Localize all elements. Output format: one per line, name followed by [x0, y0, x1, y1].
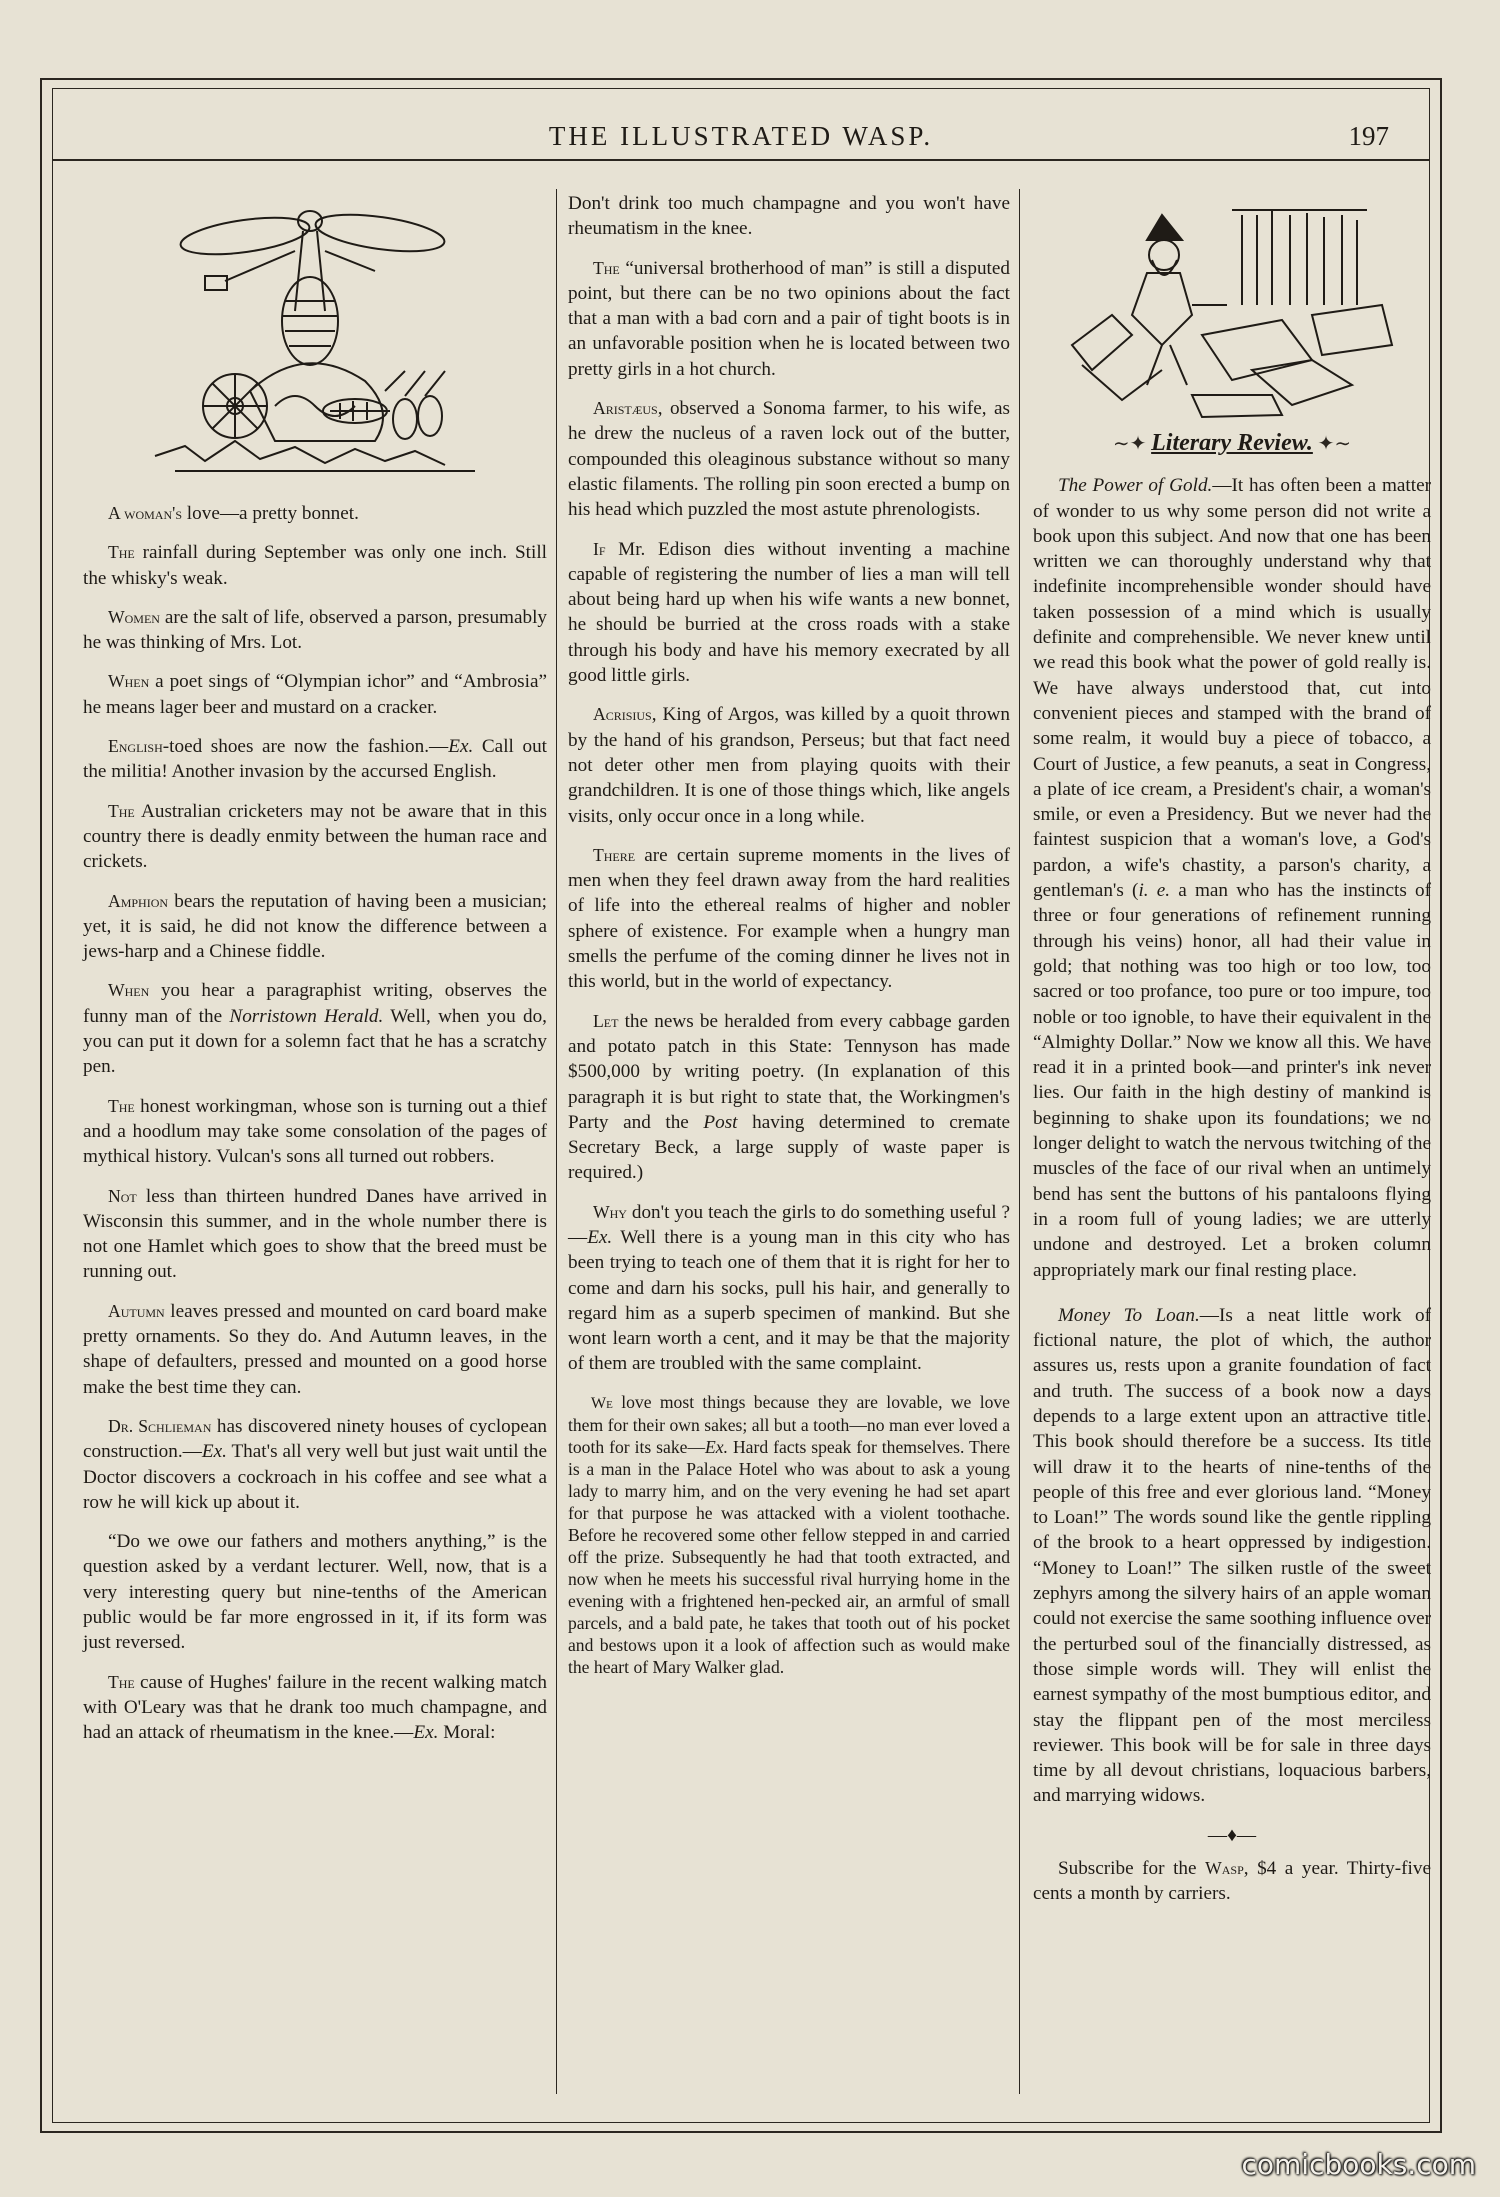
subscribe-wasp: Wasp: [1205, 1858, 1244, 1879]
paragraph-text: -toed shoes are now the fashion.—: [162, 736, 449, 758]
paragraph-text: are the salt of life, observed a parson, presumably he was thinking of Mrs. Lot.: [83, 606, 547, 654]
paragraph: [83, 1184, 547, 1285]
paragraph-lead: Aristæus: [592, 398, 658, 419]
paragraph: [568, 256, 1010, 382]
paragraph-text: less than thirteen hundred Danes have arrived in Wisconsin this summer, and in the whole number there is not one Hamlet which goes to show that the breed must be running out.: [83, 1185, 547, 1283]
paragraph-text: Australian cricketers may not be aware that in this country there is deadly enmity between the human race and crickets.: [83, 800, 547, 873]
paragraph: [83, 1670, 547, 1746]
paragraph: [568, 1391, 1010, 1678]
page-header: [53, 119, 1429, 161]
paragraph-lead: The: [592, 257, 620, 278]
paragraph: [83, 605, 547, 656]
paragraph: [83, 1094, 547, 1170]
paragraph: [568, 191, 1010, 242]
page-number: 197: [1348, 121, 1389, 151]
paragraph-lead: The: [107, 542, 135, 563]
column-rule-1: [556, 189, 557, 2094]
inner-frame: [52, 88, 1430, 2123]
paragraph-lead: We: [590, 1393, 613, 1412]
paragraph-lead: Why: [592, 1201, 627, 1222]
paragraph-text: bears the reputation of having been a musician; yet, it is said, he did not know the difference between a jews-harp and a Chinese fiddle.: [83, 890, 547, 963]
paragraph-tail: Moral:: [438, 1722, 496, 1744]
paragraph: [568, 537, 1010, 689]
power-of-gold-review: [1033, 473, 1431, 1283]
paragraph: [568, 396, 1010, 522]
paragraph-lead: Women: [107, 606, 160, 627]
money-to-loan-text: —Is a neat little work of fictional nature, the plot of which, the author assures us, rests upon a granite foundation of fact and truth. The success of a book now a days depends to a large extent upon an attractive title. This book should therefore be a success. Its title will draw it to the hearts of nine-tenths of the people of this free and ever glorious land. “Money to Loan!” The words sound like the gentle rippling of the brook to a heart oppressed by indigestion. “Money to Loan!” The silken rustle of the sweet zephyrs among the silvery hairs of an apple woman could not exercise the same soothing influence over the perturbed soul of the financially distressed, as those simple words will. They will enlist the earnest sympathy of the most bumptious editor, and stay the flippant pen of the most merciless reviewer. This book will be for sale in three days time by all devout christians, loquacious barbers, and marrying widows.: [1033, 1304, 1432, 1807]
paragraph-text: honest workingman, whose son is turning out a thief and a hoodlum may take some consolation of the pages of mythical history. Vulcan's sons all turned out robbers.: [83, 1095, 547, 1168]
paragraph-text: “Do we owe our fathers and mothers anything,” is the question asked by a verdant lecturer. Well, now, that is a very interesting query but nine-tenths of the American public would be far more engrossed in it, if its form was just reversed.: [83, 1531, 547, 1654]
paragraph-text: love most things because they are lovable, we love them for their own sakes; all but a tooth—no man ever loved a tooth for its sake—: [568, 1391, 1010, 1457]
paragraph-lead: English: [107, 736, 163, 757]
paragraph-lead: A woman's: [107, 503, 182, 523]
column-1: [73, 191, 553, 2092]
paragraph-tail: Well, when you do, you can put it down for a solemn fact that he has a scratchy pen.: [83, 1005, 547, 1078]
paragraph-italic: Ex.: [587, 1226, 613, 1248]
paragraph: [83, 540, 547, 591]
col1-paragraphs: [83, 501, 547, 1745]
literary-review-heading: [1033, 431, 1431, 457]
left-flourish-icon: ∼✦: [1112, 433, 1147, 455]
paragraph-lead: Not: [107, 1185, 137, 1206]
paragraph: [568, 1200, 1010, 1377]
gnome-reading-books-illustration: [1052, 195, 1412, 425]
paragraph-text: love—a pretty bonnet.: [182, 503, 359, 524]
subscribe-lead: Subscribe for the: [1057, 1858, 1206, 1880]
col2-paragraphs: [568, 191, 1010, 1678]
paragraph-lead: Amphion: [107, 890, 169, 911]
paragraph-text: , King of Argos, was killed by a quoit thrown by the hand of his grandson, Perseus; but that fact need not deter other men from playing quoits with their grandchildren. It is one of those things which, like angels visits, only occur once in a long while.: [568, 704, 1010, 827]
paragraph-lead: There: [592, 844, 636, 865]
paragraph-lead: The: [107, 800, 135, 821]
paragraph-text: “universal brotherhood of man” is still a disputed point, but there can be no two opinions about the fact that a man with a bad corn and a pair of tight boots is in an unfavorable position when he is located between two pretty girls in a hot church.: [568, 257, 1010, 380]
paragraph: [83, 978, 547, 1079]
paragraph-tail: having determined to cremate Secretary Beck, a large supply of waste paper is required.): [568, 1111, 1010, 1184]
paragraph: [568, 702, 1010, 828]
paragraph-lead: The: [107, 1095, 135, 1116]
paragraph-text: don't you teach the girls to do something useful ?—: [568, 1201, 1010, 1248]
paragraph-lead: When: [107, 980, 150, 1001]
paragraph-text: the news be heralded from every cabbage garden and potato patch in this State: Tennyson has made $500,000 by writing poetry. (In explanation of this paragraph it is but right to state that, the Workingmen's Party and the: [568, 1010, 1010, 1133]
paragraph-italic: Ex.: [413, 1722, 439, 1744]
paragraph-lead: If: [592, 538, 606, 559]
money-to-loan-title: Money To Loan.: [1057, 1304, 1200, 1326]
paragraph-text: Don't drink too much champagne and you won't have rheumatism in the knee.: [568, 193, 1010, 240]
paragraph-lead: Let: [592, 1010, 619, 1031]
paragraph-lead: Dr. Schlieman: [107, 1415, 212, 1436]
paragraph: [83, 734, 547, 785]
money-to-loan-review: [1033, 1303, 1431, 1809]
paragraph: [83, 669, 547, 720]
paragraph-text: rainfall during September was only one inch. Still the whisky's weak.: [83, 542, 547, 589]
power-of-gold-text-2: a man who has the instincts of three or four generations of refinement running through his veins) honor, all had their value in gold; that nothing was too high or too low, too sacred or too profance, too pure or too impure, too noble or too ignoble, to have their equivalent in the “Almighty Dollar.” Now we know all this. We have read it in a printed book—and printer's ink never lies. Our faith in the high destiny of mankind is beginning to shake upon its foundations; we no longer delight to watch the nervous twitching of the muscles of the face of our rival when an untimely bend has sent the buttons of his pantaloons flying in a room full of young ladies; we are utterly undone and destroyed. Let a broken column appropriately mark our final resting place.: [1033, 880, 1431, 1281]
paragraph-tail: Hard facts speak for themselves. There is a man in the Palace Hotel who was about to ask a young lady to marry him, and on the very evening he had set apart for that purpose he was attacked with a violent toothache. Before he recovered some other fellow stepped in and carried off the prize. Subsequently he had that tooth extracted, and now when he meets his successful rival hurrying home in the evening with a frightened hen-pecked air, an armful of small parcels, and a bald pate, he takes that tooth out of his pocket and bestows upon it a look of affection such as would make the heart of Mary Walker glad.: [568, 1436, 1011, 1677]
paragraph-italic: Norristown Herald.: [229, 1005, 384, 1027]
paragraph: [83, 501, 547, 526]
paragraph: [83, 1299, 547, 1400]
paragraph-italic: Post: [703, 1111, 738, 1133]
power-of-gold-ie: i. e.: [1138, 880, 1171, 902]
paragraph: [83, 1529, 547, 1655]
paragraph-lead: Autumn: [107, 1300, 165, 1321]
paragraph-text: has discovered ninety houses of cyclopean construction.—: [83, 1415, 547, 1463]
column-3: [1021, 191, 1441, 2092]
power-of-gold-text: —It has often been a matter of wonder to us why some person did not write a book upon this subject. And now that one has been written we can thoroughly understand why that indefinite incomprehensible wonder should have taken possession of a mind which is usually definite and comprehensible. We never knew until we read this book what the power of gold really is. We have always understood that, cut into convenient pieces and stamped with the brand of some realm, it would buy a piece of tobacco, a Court of Justice, a few peanuts, a seat in Congress, a plate of ice cream, a President's chair, a woman's smile, or even a Presidency. But we never had the faintest suspicion that a woman's love, a God's pardon, a wife's chastity, a parson's charity, a gentleman's (: [1033, 475, 1432, 902]
column-2: [558, 191, 1018, 2092]
paragraph-text: you hear a paragraphist writing, observes the funny man of the: [83, 980, 547, 1027]
paragraph: [83, 1414, 547, 1515]
paragraph-tail: That's all very well but just wait until the Doctor discovers a cockroach in his coffee and see what a row he will kick up about it.: [83, 1441, 547, 1513]
power-of-gold-title: The Power of Gold.: [1057, 475, 1213, 497]
literary-review-title: Literary Review.: [1151, 430, 1313, 456]
paragraph-italic: Ex.: [448, 736, 474, 758]
paragraph-text: cause of Hughes' failure in the recent walking match with O'Leary was that he drank too much champagne, and had an attack of rheumatism in the knee.—: [83, 1671, 547, 1744]
paragraph-text: are certain supreme moments in the lives of men when they feel drawn away from the hard realities of life into the ethereal realms of higher and nobler sphere of existence. For example when a hungry man smells the perfume of the coming dinner he lives not in this world, but in the world of expectancy.: [568, 844, 1010, 993]
paragraph-lead: When: [107, 671, 150, 692]
paragraph-italic: Ex.: [201, 1441, 227, 1463]
paragraph-text: , observed a Sonoma farmer, to his wife, as he drew the nucleus of a raven lock out of the butter, compounded this oleaginous substance without so many elastic filaments. The rolling pin soon erected a bump on his head which puzzled the most astute phrenologists.: [568, 398, 1010, 521]
subscribe-tail: , $4 a year. Thirty-five cents a month by carriers.: [1033, 1858, 1431, 1905]
paragraph-text: a poet sings of “Olympian ichor” and “Ambrosia” he means lager beer and mustard on a cracker.: [83, 671, 547, 718]
paragraph: [568, 843, 1010, 995]
section-ornament-icon: —♦—: [1207, 1824, 1257, 1846]
paragraph: [83, 799, 547, 875]
watermark-logo: comicbooks.com: [1241, 2148, 1476, 2181]
page-frame: [40, 78, 1442, 2133]
paragraph-lead: Acrisius: [592, 704, 652, 725]
wasp-chariot-illustration: [135, 191, 495, 501]
paragraph: [568, 1009, 1010, 1186]
subscribe-notice: [1033, 1856, 1431, 1907]
paragraph-italic: Ex.: [705, 1436, 729, 1457]
masthead: THE ILLUSTRATED WASP.: [548, 121, 934, 151]
paragraph-tail: Well there is a young man in this city who has been trying to teach one of them that it is right for her to come and darn his socks, pull his hair, and generally to regard him as a superb specimen of mankind. But she wont learn worth a cent, and it may be that the majority of them are troubled with the same complaint.: [568, 1226, 1010, 1375]
column-rule-2: [1019, 189, 1020, 2094]
paragraph-text: leaves pressed and mounted on card board make pretty ornaments. So they do. And Autumn leaves, in the shape of defaulters, pressed and mounted on a good horse make the best time they can.: [83, 1300, 547, 1398]
paragraph-text: Mr. Edison dies without inventing a machine capable of registering the number of lies a man will tell about being hard up when his wife wants a new bonnet, he should be burried at the cross roads with a stake through his body and have his memory execrated by all good little girls.: [568, 538, 1010, 687]
paragraph: [83, 889, 547, 965]
paragraph-tail: Call out the militia! Another invasion by the accursed English.: [83, 736, 547, 783]
right-flourish-icon: ✦∼: [1317, 433, 1352, 455]
paragraph-lead: The: [107, 1671, 135, 1692]
